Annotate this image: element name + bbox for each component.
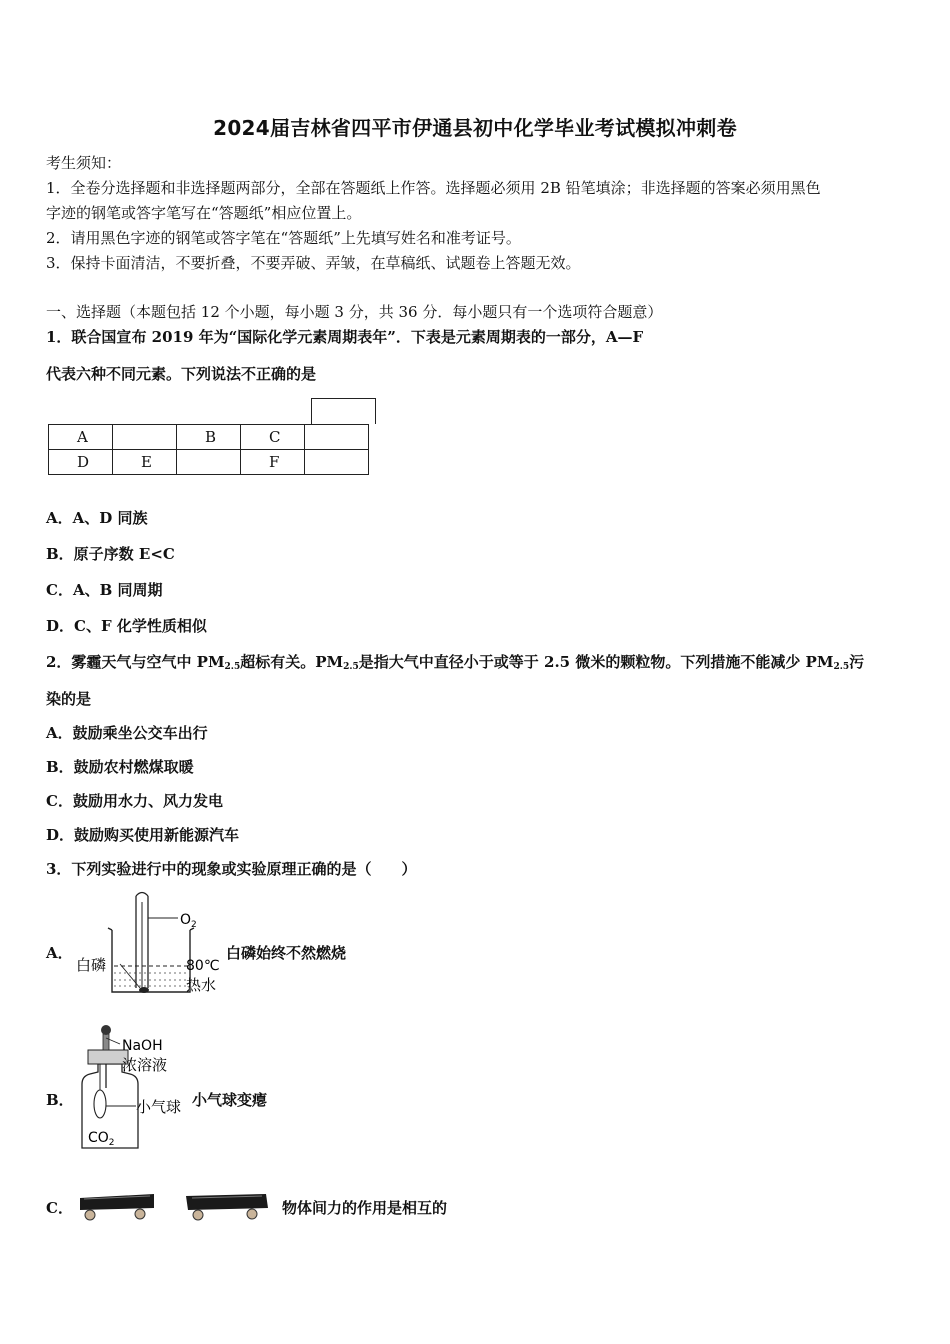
table-cell: C: [241, 425, 305, 450]
q2-option-b: B．鼓励农村燃煤取暖: [46, 758, 194, 776]
co2-label: $CO_2$: [88, 1130, 115, 1148]
q2-stem-part: 污: [849, 653, 865, 671]
temperature-label: 80℃: [186, 958, 220, 974]
table-cell: [305, 450, 369, 475]
balloon-label: 小气球: [136, 1098, 182, 1116]
white-phosphorus-label: 白磷: [76, 956, 107, 974]
o2-label: $O_2$: [180, 912, 197, 930]
table-cell: B: [177, 425, 241, 450]
element-table: [48, 424, 369, 475]
q3-option-b-text: 小气球变瘪: [192, 1091, 268, 1109]
q3-option-b-label: B．: [46, 1091, 74, 1109]
pm-subscript: 2.5: [224, 662, 241, 672]
notice-line-1b: 字迹的钢笔或答字笔写在“答题纸”相应位置上。: [46, 204, 362, 222]
table-cell: D: [49, 450, 113, 475]
table-row: [49, 425, 369, 450]
flask-co2-balloon-figure: [70, 1020, 200, 1154]
q2-stem-part: 超标有关。PM: [240, 653, 344, 671]
beaker-white-phosphorus-figure: [72, 888, 228, 1000]
q1-option-c: C．A、B 同周期: [46, 581, 163, 599]
q2-option-a: A．鼓励乘坐公交车出行: [46, 724, 208, 742]
q2-stem-b: 染的是: [46, 690, 92, 708]
notice-line-1a: 1．全卷分选择题和非选择题两部分，全部在答题纸上作答。选择题必须用 2B 铅笔填涂；非选择题的答案必须用黑色: [46, 179, 821, 197]
q3-option-c-label: C．: [46, 1199, 73, 1217]
q3-option-a-text: 白磷始终不然燃烧: [226, 944, 347, 962]
table-row: [49, 450, 369, 475]
table-cell: [305, 425, 369, 450]
magnet-carts-figure: [74, 1184, 274, 1224]
table-cell: A: [49, 425, 113, 450]
q1-option-b: B．原子序数 E<C: [46, 545, 175, 563]
pm-subscript: 2.5: [343, 662, 359, 672]
table-cell: F: [241, 450, 305, 475]
q3-stem: 3．下列实验进行中的现象或实验原理正确的是（ ）: [46, 860, 417, 878]
table-cell: E: [113, 450, 177, 475]
q2-stem-a: [46, 651, 864, 672]
q1-option-d: D．C、F 化学性质相似: [46, 617, 207, 635]
table-cell: [113, 425, 177, 450]
q2-stem-part: 是指大气中直径小于或等于 2.5 微米的颗粒物。下列措施不能减少 PM: [358, 653, 834, 671]
q1-option-a: A．A、D 同族: [46, 509, 148, 527]
conc-solution-label: 浓溶液: [122, 1056, 168, 1074]
notice-line-2: 2．请用黑色字迹的钢笔或答字笔在“答题纸”上先填写姓名和准考证号。: [46, 229, 521, 247]
q3-option-a-label: A．: [46, 944, 73, 962]
q1-stem-b: 代表六种不同元素。下列说法不正确的是: [46, 365, 317, 383]
q1-stem-a: 1．联合国宣布 2019 年为“国际化学元素周期表年”．下表是元素周期表的一部分，A—F: [46, 328, 644, 346]
table-cell: [177, 450, 241, 475]
q2-option-d: D．鼓励购买使用新能源汽车: [46, 826, 240, 844]
pm-subscript: 2.5: [833, 662, 850, 672]
notice-heading: 考生须知：: [46, 154, 122, 172]
naoh-label: NaOH: [122, 1038, 163, 1054]
cart-right: [186, 1194, 268, 1220]
q2-option-c: C．鼓励用水力、风力发电: [46, 792, 223, 810]
notice-line-3: 3．保持卡面清洁，不要折叠，不要弄破、弄皱，在草稿纸、试题卷上答题无效。: [46, 254, 581, 272]
section-heading: 一、选择题（本题包括 12 个小题，每小题 3 分，共 36 分．每小题只有一个选项符合题意）: [46, 303, 663, 321]
cart-left: [80, 1194, 154, 1220]
page-title: 2024届吉林省四平市伊通县初中化学毕业考试模拟冲刺卷: [213, 116, 737, 140]
q3-option-c-text: 物体间力的作用是相互的: [282, 1199, 448, 1217]
q2-stem-part: 2．雾霾天气与空气中 PM: [46, 653, 225, 671]
table-top-cell: [311, 398, 376, 424]
hot-water-label: 热水: [186, 976, 217, 994]
